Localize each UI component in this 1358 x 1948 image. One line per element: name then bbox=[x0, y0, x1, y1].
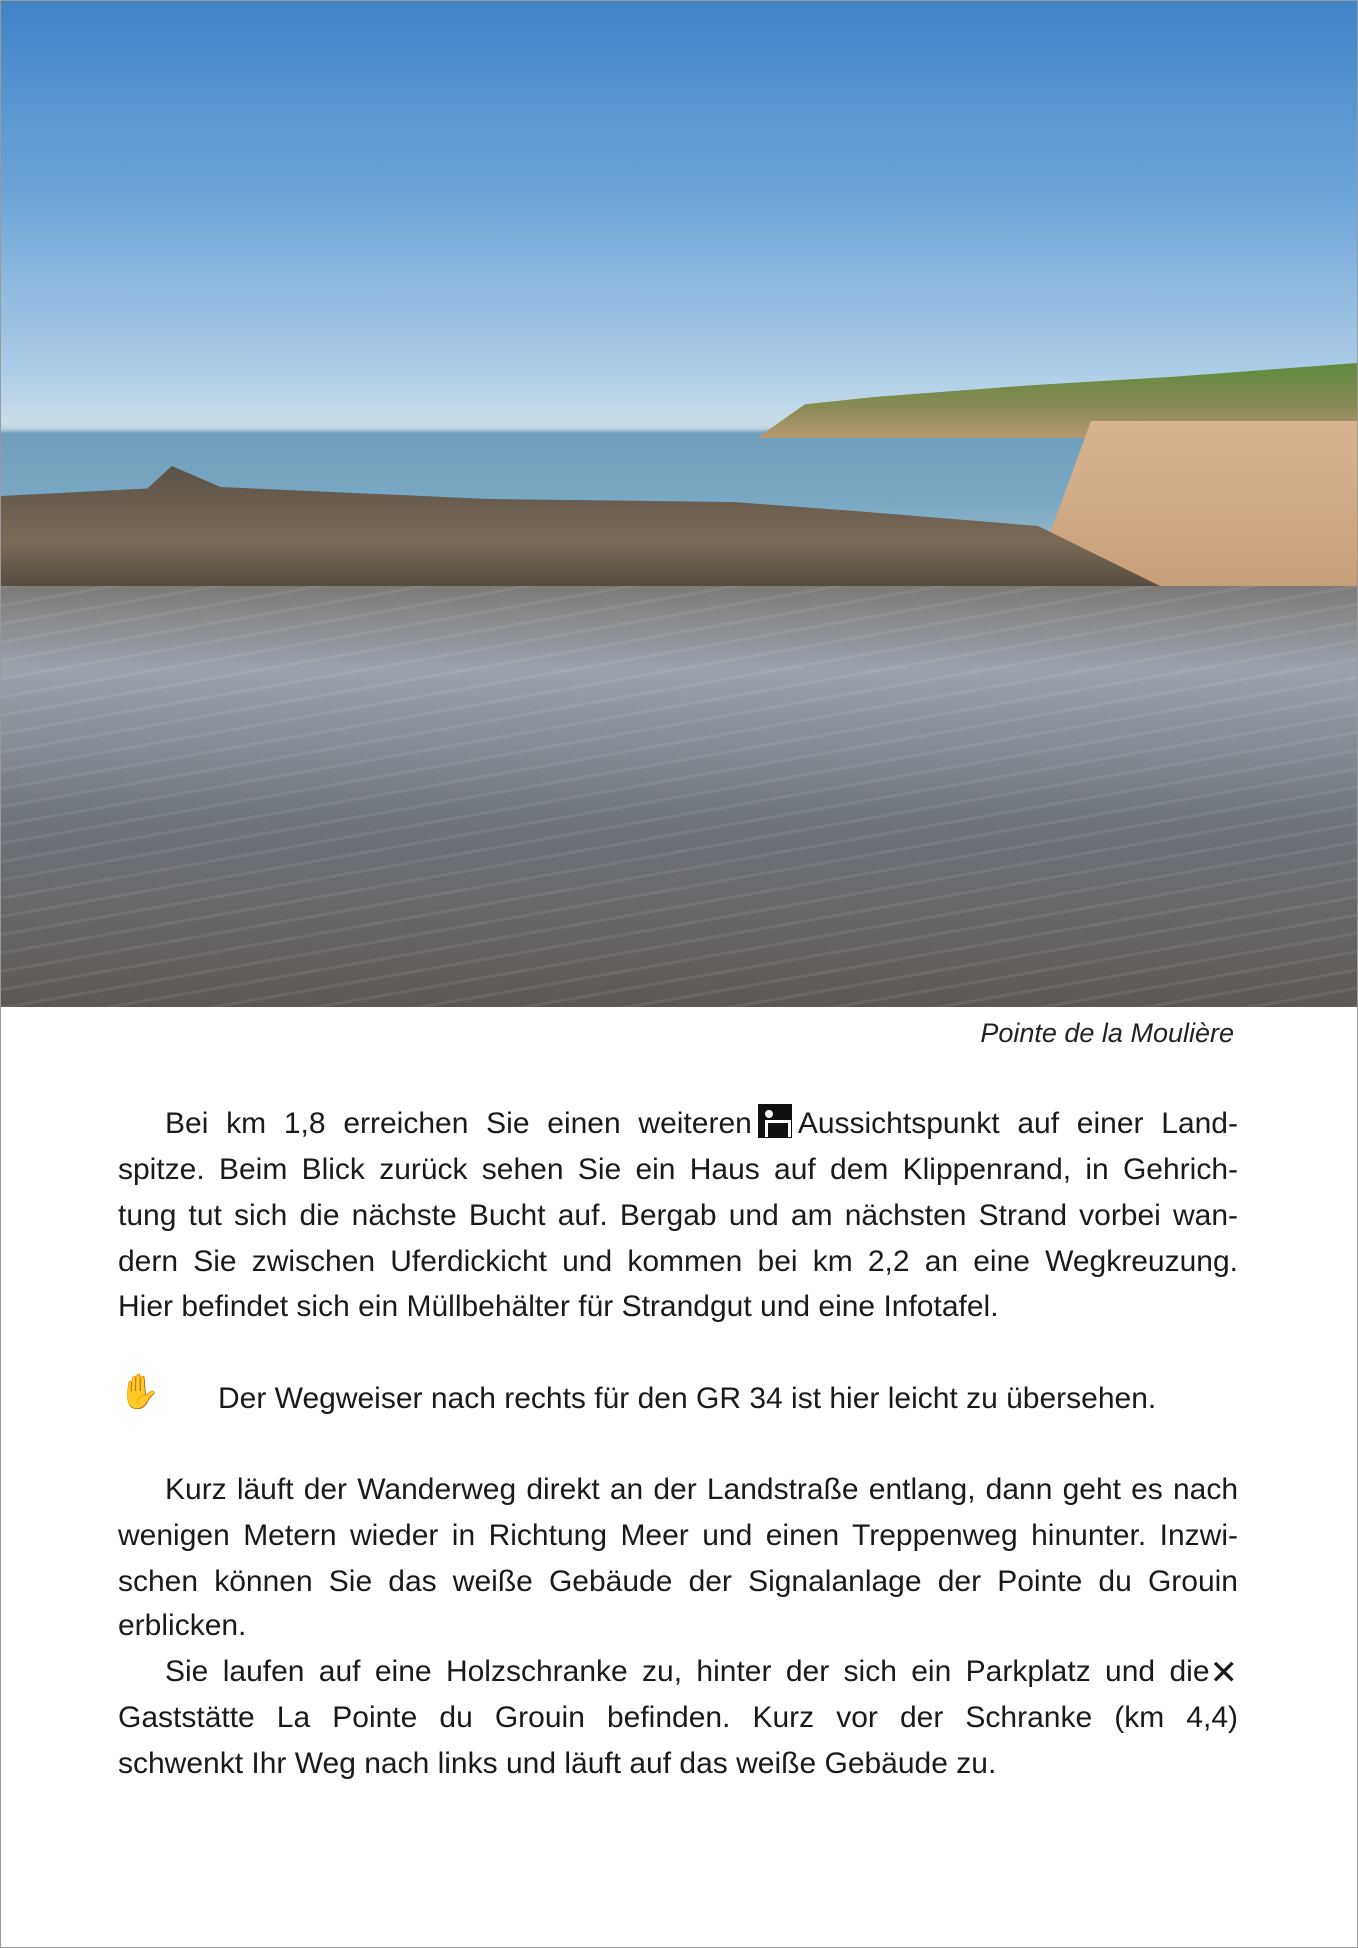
text-span: Aussichtspunkt auf einer Land- bbox=[797, 1107, 1238, 1140]
viewpoint-icon bbox=[758, 1104, 792, 1138]
text-line: schen können Sie das weiße Gebäude der Signalanlage der Pointe du Grouin bbox=[118, 1565, 1238, 1598]
text-line: erblicken. bbox=[118, 1609, 247, 1642]
note-text: Der Wegweiser nach rechts für den GR 34 ist hier leicht zu übersehen. bbox=[218, 1382, 1157, 1415]
text-span: Bei km 1,8 erreichen Sie einen weiteren bbox=[165, 1107, 752, 1140]
text-line: dern Sie zwischen Uferdickicht und kommen bei km 2,2 an eine Wegkreuzung. bbox=[118, 1245, 1238, 1278]
cutlery-icon: ✕ bbox=[1209, 1654, 1238, 1692]
text-line: Kurz läuft der Wanderweg direkt an der Landstraße entlang, dann geht es nach bbox=[165, 1473, 1238, 1506]
photo-caption: Pointe de la Moulière bbox=[980, 1018, 1234, 1048]
hand-icon: ✋ bbox=[118, 1373, 161, 1411]
text-line: wenigen Metern wieder in Richtung Meer und einen Treppenweg hinunter. Inzwi- bbox=[118, 1519, 1238, 1552]
text-line: Gaststätte La Pointe du Grouin befinden. Kurz vor der Schranke (km 4,4) bbox=[118, 1701, 1238, 1734]
text-line: tung tut sich die nächste Bucht auf. Bergab und am nächsten Strand vorbei wan- bbox=[118, 1199, 1238, 1232]
text-line: schwenkt Ihr Weg nach links und läuft auf das weiße Gebäude zu. bbox=[118, 1747, 997, 1780]
text-line: Hier befindet sich ein Müllbehälter für Strandgut und eine Infotafel. bbox=[118, 1290, 999, 1323]
photo-wet-sand bbox=[1, 586, 1357, 1007]
text-span: Sie laufen auf eine Holzschranke zu, hinter der sich ein Parkplatz und die bbox=[165, 1655, 1210, 1688]
text-line bbox=[165, 1104, 1238, 1144]
text-line bbox=[165, 1652, 1238, 1693]
text-line: spitze. Beim Blick zurück sehen Sie ein Haus auf dem Klippenrand, in Gehrich- bbox=[118, 1153, 1238, 1186]
coast-photo bbox=[1, 1, 1357, 1007]
